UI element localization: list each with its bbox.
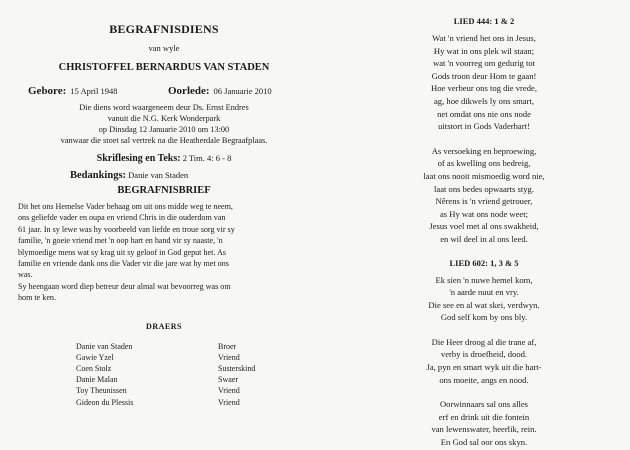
lyric-line: En God sal oor ons skyn.	[440, 437, 528, 448]
bearer-row	[18, 341, 310, 352]
born-block	[28, 81, 118, 99]
lyric-line: verby is droefheid, dood.	[440, 349, 528, 360]
song-stanza	[368, 145, 600, 246]
lyric-line: net omdat ons nie ons node	[437, 108, 531, 119]
lyric-line: ag, hoe dikwels ly ons smart,	[433, 95, 534, 106]
letter-line: ons geliefde vader en oupa en vriend Chris in die ouderdom van	[18, 213, 226, 223]
subtitle: van wyle	[148, 43, 180, 53]
service-page	[18, 22, 310, 408]
lyric-line: God self kom by ons bly.	[440, 312, 528, 323]
lyric-line: erf en drink uit die fontein	[438, 411, 530, 422]
bearer-relation: Vriend	[218, 397, 240, 407]
letter-line: 61 jaar. In sy lewe was hy voorbeeld van liefde en troue sorg vir sy	[18, 224, 235, 234]
bearer-row	[18, 374, 310, 385]
scripture-value: 2 Tim. 4: 6 - 8	[182, 153, 232, 163]
song-heading: LIED 444: 1 & 2	[453, 16, 515, 26]
letter-line: Dit het ons Hemelse Vader behaag om uit ons midde weg te neem,	[18, 202, 233, 211]
lyric-line: As versoeking en beproewing,	[431, 145, 537, 156]
song-stanza	[368, 274, 600, 324]
service-line: vanuit die N.G. Kerk Wonderpark	[107, 114, 221, 123]
born-date: 15 April 1948	[70, 86, 118, 96]
lyric-line: Nêrens is 'n vriend getrouer,	[435, 196, 533, 207]
lyric-line: uitstort in Gods Vaderhart!	[438, 121, 530, 132]
lyric-line: Jesus voel met al ons swakheid,	[429, 221, 539, 232]
bearer-name: Toy Theunissen	[76, 386, 127, 396]
letter-line: was.	[18, 270, 33, 280]
lyric-line: of as kwelling ons bedreig,	[437, 158, 531, 169]
died-block	[168, 81, 272, 99]
thanks-row	[18, 170, 310, 181]
bearer-row	[18, 363, 310, 374]
bearer-row	[18, 397, 310, 408]
died-date: 06 Januarie 2010	[213, 86, 272, 96]
letter-line: familie en vriende dank ons die Vader vir die jare wat hy met ons	[18, 259, 229, 269]
funeral-letter	[18, 201, 310, 304]
bearer-name: Gawie Yzel	[76, 352, 114, 362]
lyric-line: Oorwinnaars sal ons alles	[439, 399, 529, 410]
thanks-value: Danie van Staden	[128, 170, 189, 180]
song-stanza	[368, 398, 600, 448]
scripture-row	[18, 153, 310, 164]
lyric-line: laat ons bedes opwaarts styg.	[434, 183, 534, 194]
song-stanza	[368, 336, 600, 386]
bearer-name: Danie van Staden	[76, 341, 133, 351]
letter-heading: BEGRAFNISBRIEF	[117, 185, 211, 196]
bearer-relation: Swaer	[218, 375, 238, 385]
lyric-line: 'n aarde nuut en vry.	[449, 287, 519, 298]
bearer-name: Coen Stolz	[76, 364, 112, 374]
bearer-name: Gideon du Plessis	[76, 397, 134, 407]
bearers-list	[18, 341, 310, 408]
lyric-line: laat ons nooit mismoedig word nie,	[423, 170, 545, 181]
lyric-line: van lewenswater, heerlik, rein.	[431, 424, 537, 435]
bearer-relation: Susterskind	[218, 364, 256, 374]
dates-row	[18, 81, 310, 96]
page-title: BEGRAFNISDIENS	[109, 22, 219, 36]
died-label: Oorlede:	[168, 85, 210, 97]
lyric-line: Ek sien 'n nuwe hemel kom,	[435, 274, 533, 285]
lyric-line: Hy wat in ons plek wil staan;	[433, 45, 535, 56]
letter-line: familie, 'n goeie vriend met 'n oop hart en hand vir sy naaste, 'n	[18, 236, 223, 246]
song-heading: LIED 602: 1, 3 & 5	[449, 257, 519, 268]
lyric-line: as Hy wat ons node weet;	[439, 208, 529, 219]
lyric-line: Die Heer droog al die trane af,	[431, 336, 537, 347]
letter-line: blymoedige mens wat sy krag uit sy geloof in God geput het. As	[18, 247, 226, 257]
lyric-line: en wil deel in al ons leed.	[440, 233, 528, 244]
song-stanza	[368, 32, 600, 133]
bearer-relation: Vriend	[218, 352, 240, 362]
bearer-row	[18, 385, 310, 396]
bearers-heading: DRAERS	[146, 321, 182, 331]
lyric-line: Gods troon deur Hom te gaan!	[431, 70, 537, 81]
letter-line: Sy heengaan word diep betreur deur almal wat bevoorreg was om	[18, 281, 231, 291]
deceased-name: CHRISTOFFEL BERNARDUS VAN STADEN	[58, 62, 270, 73]
bearer-relation: Vriend	[218, 386, 240, 396]
service-line: op Dinsdag 12 Januarie 2010 om 13:00	[98, 125, 230, 134]
service-line: Die diens word waargeneem deur Ds. Ernst Endres	[79, 103, 249, 112]
lyric-line: Wat 'n vriend het ons in Jesus,	[432, 33, 536, 43]
bearer-name: Danie Malan	[76, 375, 118, 385]
lyric-line: Ja, pyn en smart wyk uit die hart-	[426, 362, 542, 373]
bearer-row	[18, 352, 310, 363]
service-line: vanwaar die stoet sal vertrek na die Heatherdale Begraafplaas.	[60, 136, 268, 145]
hymns-page	[368, 16, 600, 449]
bearer-relation: Broer	[218, 341, 237, 351]
lyric-line: Die see en al wat skei, verdwyn.	[428, 299, 540, 310]
thanks-label: Bedankings:	[70, 170, 127, 181]
letter-line: hom te ken.	[18, 293, 56, 303]
lyric-line: Hoe verbeur ons tog die vrede,	[431, 83, 537, 94]
scripture-label: Skriflesing en Teks:	[96, 153, 181, 164]
service-details	[18, 102, 310, 146]
lyric-line: wat 'n voorreg om gedurig tot	[432, 58, 536, 69]
born-label: Gebore:	[28, 85, 67, 97]
lyric-line: ons moeite, angs en nood.	[439, 374, 529, 385]
